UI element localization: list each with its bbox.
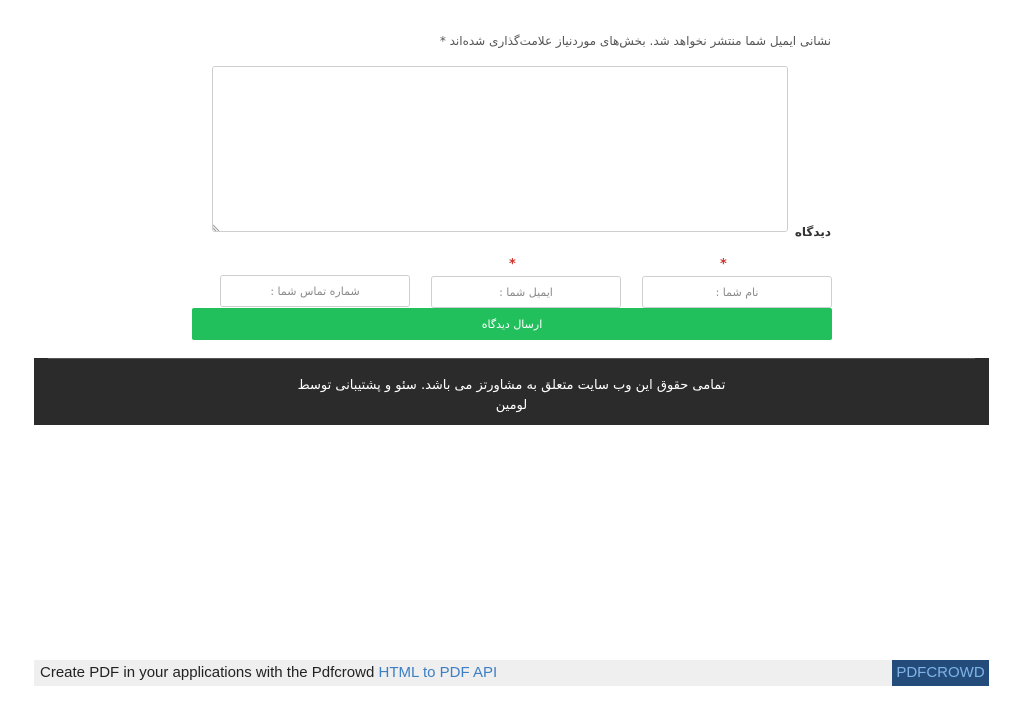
resize-grip-icon[interactable]	[213, 223, 221, 231]
submit-comment-button[interactable]: ارسال دیدگاه	[192, 308, 832, 340]
name-field[interactable]	[642, 276, 832, 308]
site-footer	[34, 358, 989, 425]
footer-divider	[48, 358, 975, 359]
email-field[interactable]	[431, 276, 621, 308]
comment-label: دیدگاه	[794, 225, 831, 239]
pdfcrowd-badge[interactable]: PDFCROWD	[892, 660, 989, 686]
pdfcrowd-text: Create PDF in your applications with the Pdfcrowd	[40, 664, 375, 681]
email-required-marker: *	[509, 257, 516, 272]
pdfcrowd-banner	[34, 660, 989, 686]
name-required-marker: *	[720, 257, 727, 272]
footer-copyright: تمامی حقوق این وب سایت متعلق به مشاورتز می باشد. سئو و پشتیبانی توسط لومین	[297, 378, 726, 413]
phone-field[interactable]	[220, 275, 410, 307]
pdfcrowd-text-wrap	[40, 664, 497, 681]
pdfcrowd-link[interactable]: HTML to PDF API	[378, 664, 498, 681]
comment-textarea[interactable]	[212, 66, 788, 232]
required-fields-notice: نشانی ایمیل شما منتشر نخواهد شد. بخش‌های موردنیاز علامت‌گذاری شده‌اند *	[439, 34, 831, 48]
